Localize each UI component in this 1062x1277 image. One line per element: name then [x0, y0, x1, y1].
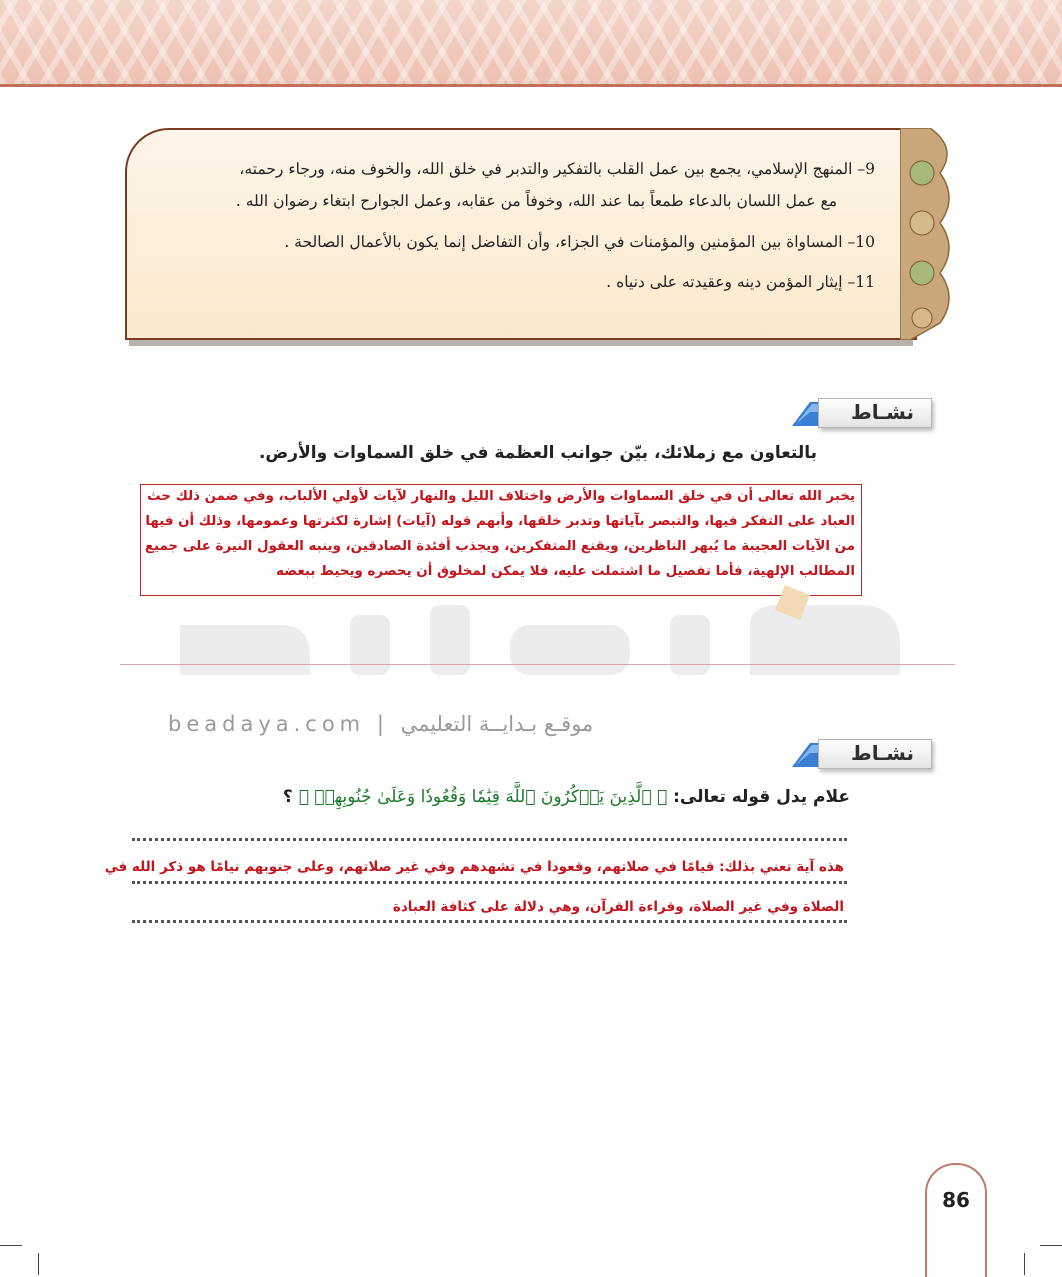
crop-mark [38, 1253, 39, 1275]
answer-line: الصلاة وفي غير الصلاة، وقراءة القرآن، وهي دلالة على كثافة العبادة [392, 899, 844, 915]
answer-line: العباد على التفكر فيها، والتبصر بآياتها وتدبر خلقها، وأبهم قوله (آيات) إشارة لكثرتها وعمومها، وذلك أن فيها [145, 514, 855, 529]
watermark-text: beadaya.com | موقـع بـدايــة التعليمي [168, 712, 594, 736]
question-text: علام يدل قوله تعالى: [673, 787, 850, 807]
summary-line-10: 10– المساواة بين المؤمنين والمؤمنات في الجزاء، وأن التفاضل إنما يكون بالأعمال الصالحة . [284, 233, 875, 251]
summary-line-9: 9– المنهج الإسلامي، يجمع بين عمل القلب بالتفكير والتدبر في خلق الله، والخوف منه، ورجاء رحمته، [239, 160, 875, 178]
header-ornament-band [0, 0, 1062, 84]
page-number-tab [925, 1163, 987, 1277]
answer-line: هذه آية تعني بذلك: قيامًا في صلاتهم، وقعودا في تشهدهم وفي غير صلاتهم، وعلى جنوبهم نيامًا هو ذكر الله في [104, 859, 844, 875]
answer-line: المطالب الإلهية، فأما تفصيل ما اشتملت عليه، فلا يمكن لمخلوق أن يحصره ويحيط ببعضه [276, 564, 855, 579]
answer-box [140, 484, 862, 596]
activity-heading [752, 392, 932, 432]
header-divider [0, 84, 1062, 87]
watermark-logo [160, 585, 920, 695]
answer-line: يخبر الله تعالى أن في خلق السماوات والأرض واختلاف الليل والنهار لآيات لأولي الألباب، وفي ضمن ذلك حث [147, 489, 855, 504]
question-mark: ؟ [282, 787, 293, 807]
activity-label: نشـاط [851, 400, 914, 424]
activity-question [283, 787, 850, 807]
quran-verse: ﴿ ٱلَّذِينَ يَذۡكُرُونَ ٱللَّهَ قِيَٰمٗا وَقُعُودٗا وَعَلَىٰ جُنُوبِهِمۡ ﴾ [298, 787, 668, 807]
answer-dotted-line [132, 838, 847, 841]
activity-heading [752, 733, 932, 773]
summary-line-9-cont: مع عمل اللسان بالدعاء طمعاً بما عند الله، وخوفاً من عقابه، وعمل الجوارح ابتغاء رضوان الله . [235, 192, 837, 210]
activity-label: نشـاط [851, 741, 914, 765]
activity-prompt: بالتعاون مع زملائك، بيّن جوانب العظمة في خلق السماوات والأرض. [258, 443, 817, 463]
crop-mark [0, 1245, 22, 1246]
summary-box [125, 128, 917, 340]
answer-dotted-line [132, 881, 847, 884]
section-divider [120, 664, 955, 665]
crop-mark [1040, 1245, 1062, 1246]
crop-mark [1024, 1253, 1025, 1275]
answer-line: من الآيات العجيبة ما يُبهر الناظرين، ويقنع المتفكرين، ويجذب أفئدة الصادقين، وينبه العقول النيرة على جميع [144, 539, 855, 554]
arabesque-ornament [900, 128, 958, 340]
summary-line-11: 11– إيثار المؤمن دينه وعقيدته على دنياه . [606, 273, 875, 291]
answer-dotted-line [132, 920, 847, 923]
page-number: 86 [942, 1188, 970, 1212]
